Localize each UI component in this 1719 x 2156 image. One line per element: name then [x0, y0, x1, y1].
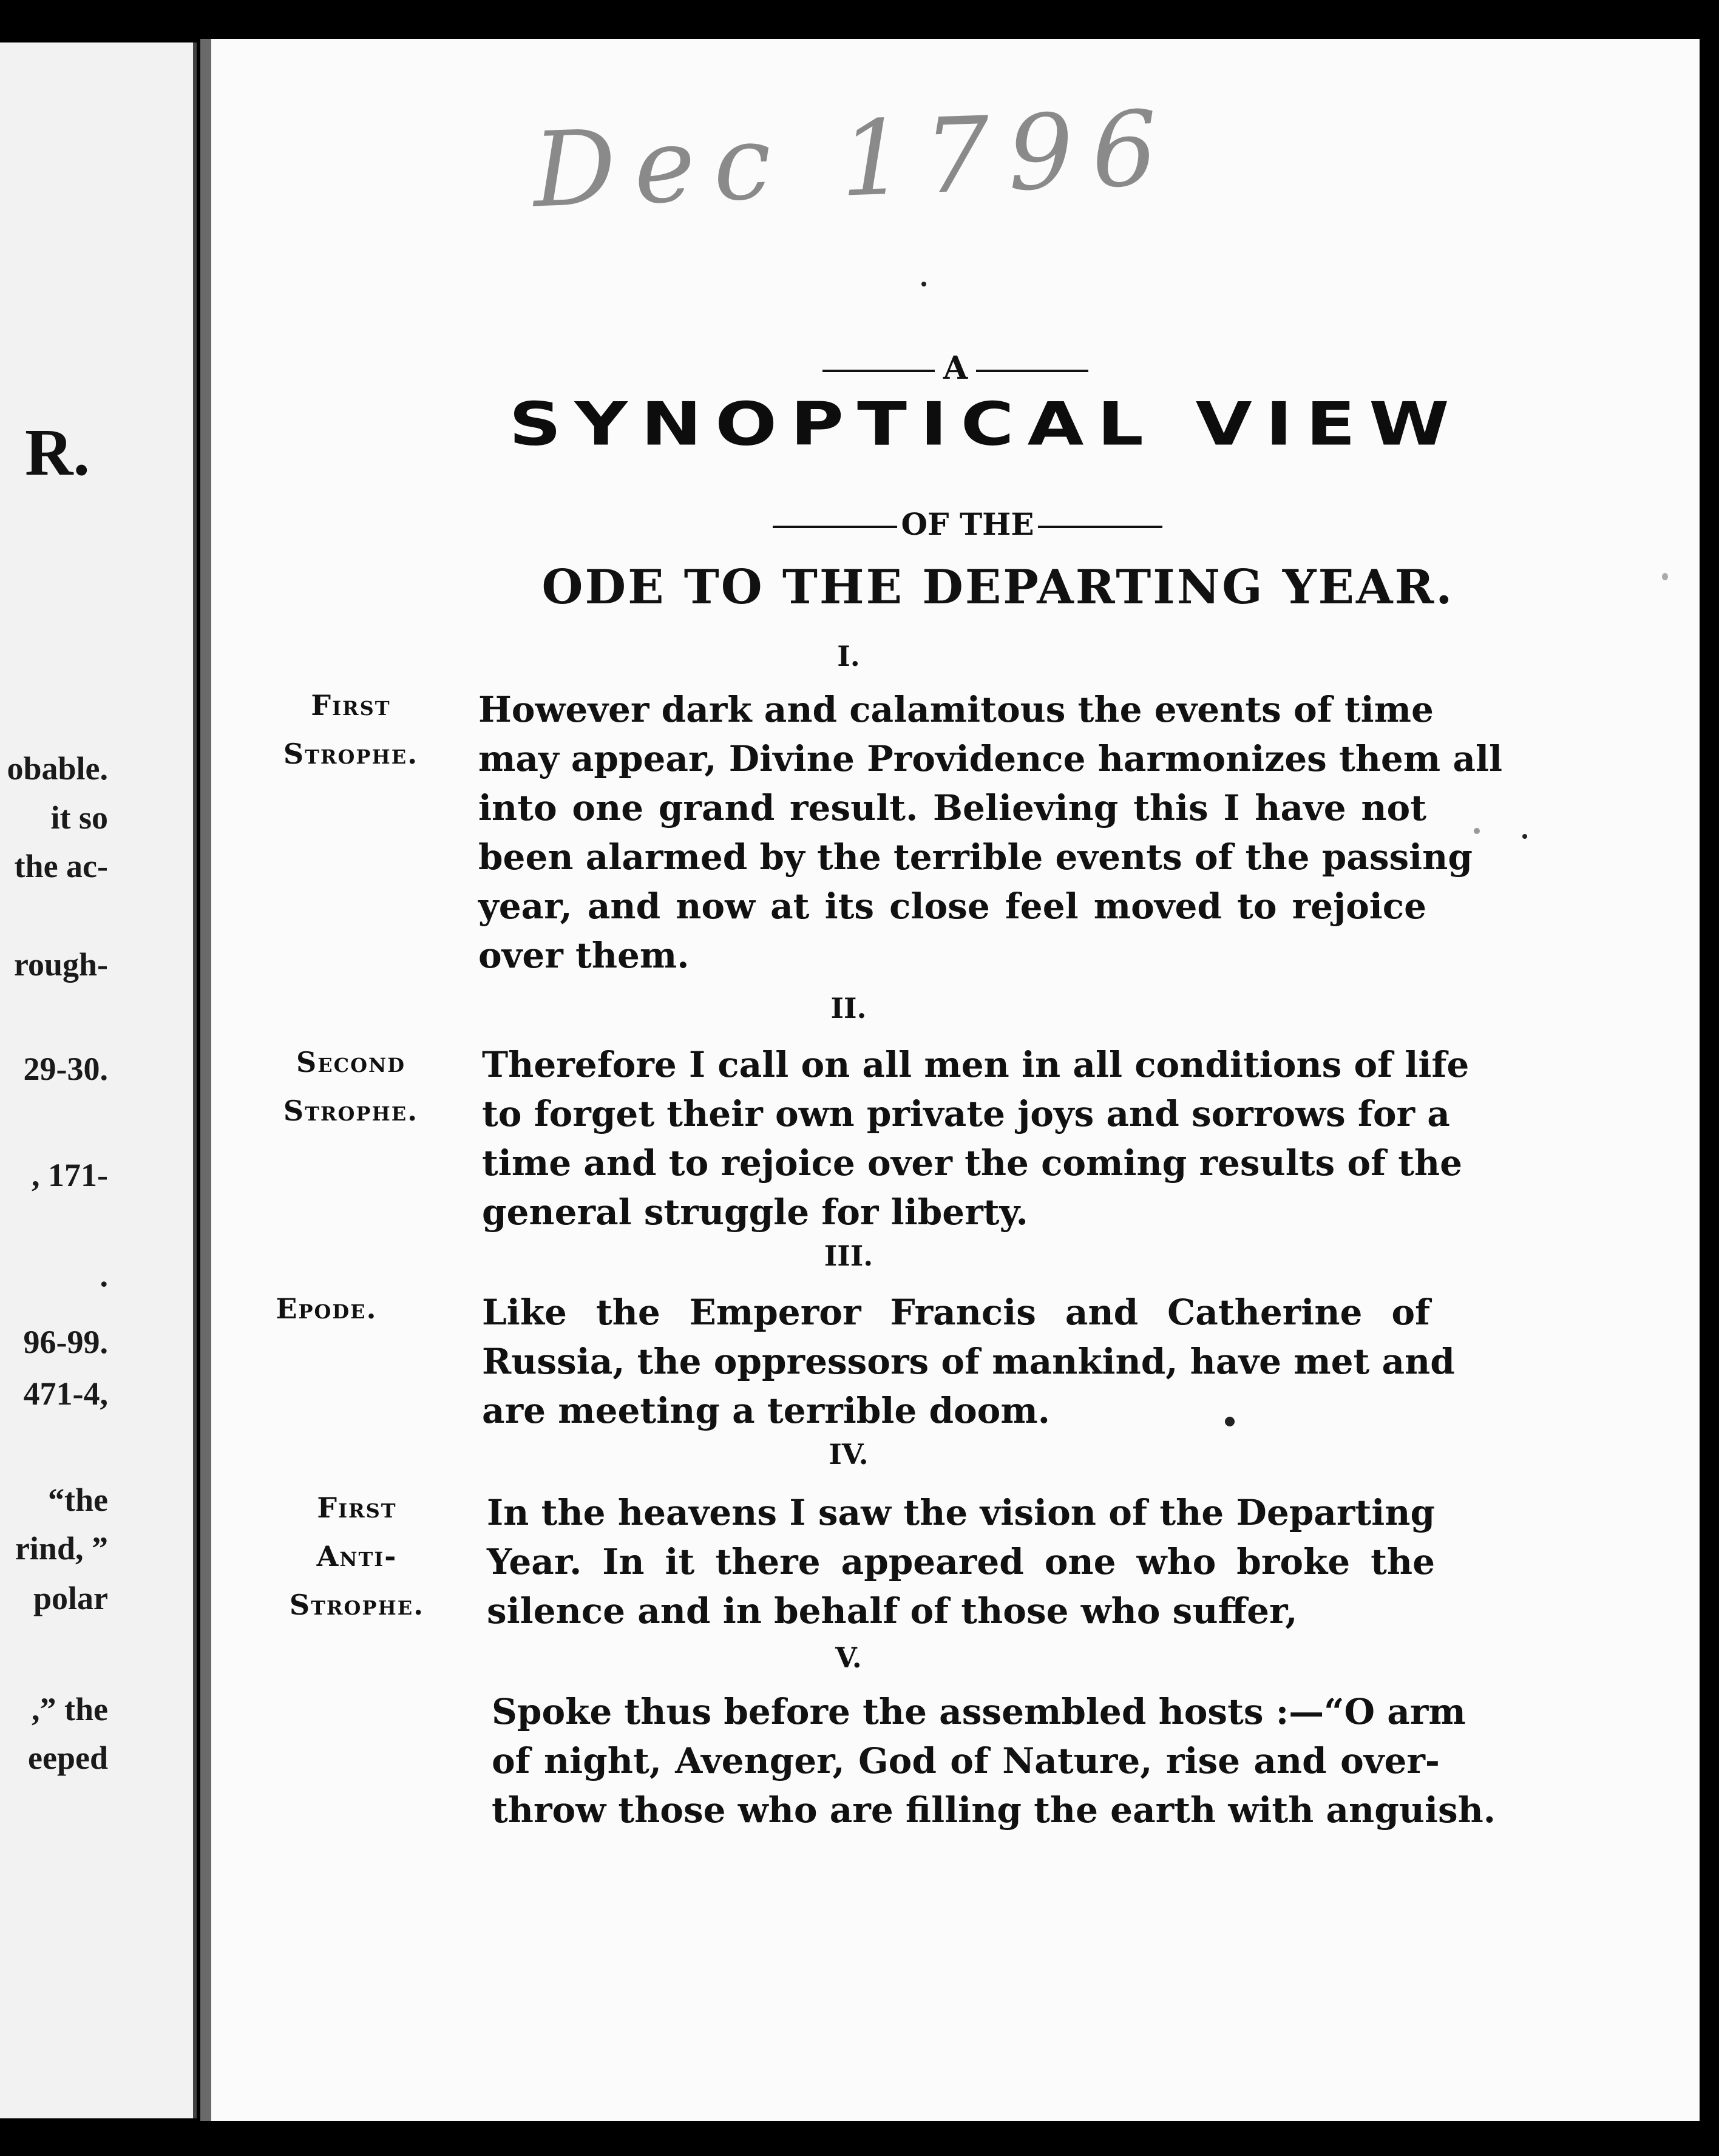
- left-page-text: ,” the: [32, 1691, 108, 1727]
- section-text: [478, 685, 1503, 980]
- text-line: year, and now at its close feel moved to rejoice: [478, 886, 1426, 927]
- text-line: Therefore I call on all men in all conditions of life: [482, 1044, 1470, 1085]
- page-title: SYNOPTICAL VIEW: [509, 390, 1463, 459]
- left-page-text: 96-99.: [23, 1324, 108, 1360]
- left-page-text: 471-4,: [23, 1375, 108, 1412]
- section-text: [482, 1040, 1470, 1237]
- text-line: silence and in behalf of those who suffer,: [487, 1590, 1298, 1632]
- text-line: into one grand result. Believing this I have not: [478, 787, 1426, 829]
- scan-speck: [1522, 834, 1527, 839]
- title-rule-left: [773, 526, 897, 528]
- section-text: [487, 1488, 1435, 1636]
- title-rule-right: [1038, 526, 1162, 528]
- scan-speck: [1474, 828, 1480, 834]
- section-numeral: IV.: [829, 1438, 869, 1471]
- section-label: Epode.: [276, 1292, 378, 1325]
- left-page-text: eeped: [28, 1740, 108, 1776]
- text-line: However dark and calamitous the events of time: [478, 689, 1434, 730]
- title-rule-left: [822, 370, 935, 372]
- handwritten-date-note: Dec 1796: [531, 88, 1178, 231]
- section-label: First Strophe.: [283, 689, 419, 770]
- left-page-text: “the: [48, 1482, 108, 1518]
- text-line: are meeting a terrible doom.: [482, 1390, 1050, 1431]
- text-line: throw those who are filling the earth with anguish.: [492, 1789, 1496, 1831]
- text-line: may appear, Divine Providence harmonizes them all: [478, 738, 1503, 779]
- text-line: of night, Avenger, God of Nature, rise and over-: [492, 1740, 1440, 1781]
- scan-speck: [921, 282, 926, 286]
- scan-speck: [1225, 1417, 1235, 1426]
- text-line: Like the Emperor Francis and Catherine of: [482, 1292, 1430, 1333]
- section-label: Second Strophe.: [283, 1046, 419, 1127]
- title-of-the: OF THE: [223, 506, 1712, 542]
- text-line: Spoke thus before the assembled hosts :—“O arm: [492, 1691, 1466, 1732]
- scan-speck: [1662, 573, 1668, 580]
- left-page-fragment: [0, 42, 197, 2118]
- text-line: time and to rejoice over the coming results of the: [482, 1142, 1463, 1184]
- section-text: [482, 1288, 1455, 1436]
- title-article: A: [211, 350, 1700, 387]
- left-page-text: 29-30.: [23, 1051, 108, 1087]
- text-line: been alarmed by the terrible events of the passing: [478, 836, 1473, 878]
- left-page-text: obable.: [7, 750, 108, 787]
- left-page-big-letter: R.: [25, 415, 90, 489]
- section-numeral: I.: [837, 640, 860, 673]
- page-subtitle: ODE TO THE DEPARTING YEAR.: [541, 560, 1454, 615]
- text-line: to forget their own private joys and sorrows for a: [482, 1093, 1450, 1134]
- text-line: In the heavens I saw the vision of the Departing: [487, 1492, 1435, 1533]
- left-page-text: rough-: [13, 946, 108, 983]
- left-page-text: , 171-: [32, 1157, 108, 1193]
- left-page-text: the ac-: [14, 848, 108, 884]
- text-line: Year. In it there appeared one who broke the: [487, 1541, 1435, 1582]
- left-page-text: it so: [50, 799, 108, 836]
- section-numeral: III.: [824, 1239, 873, 1272]
- main-page: [200, 39, 1700, 2121]
- title-rule-right: [976, 370, 1088, 372]
- section-text: [492, 1687, 1496, 1835]
- left-page-text: rind, ”: [15, 1530, 108, 1567]
- text-line: over them.: [478, 935, 690, 976]
- text-line: general struggle for liberty.: [482, 1192, 1028, 1233]
- section-numeral: II.: [830, 992, 867, 1025]
- section-label: First Anti- Strophe.: [289, 1491, 425, 1621]
- left-page-text: .: [100, 1257, 108, 1293]
- section-numeral: V.: [835, 1641, 862, 1674]
- left-page-text: polar: [33, 1580, 108, 1616]
- text-line: Russia, the oppressors of mankind, have met and: [482, 1341, 1455, 1382]
